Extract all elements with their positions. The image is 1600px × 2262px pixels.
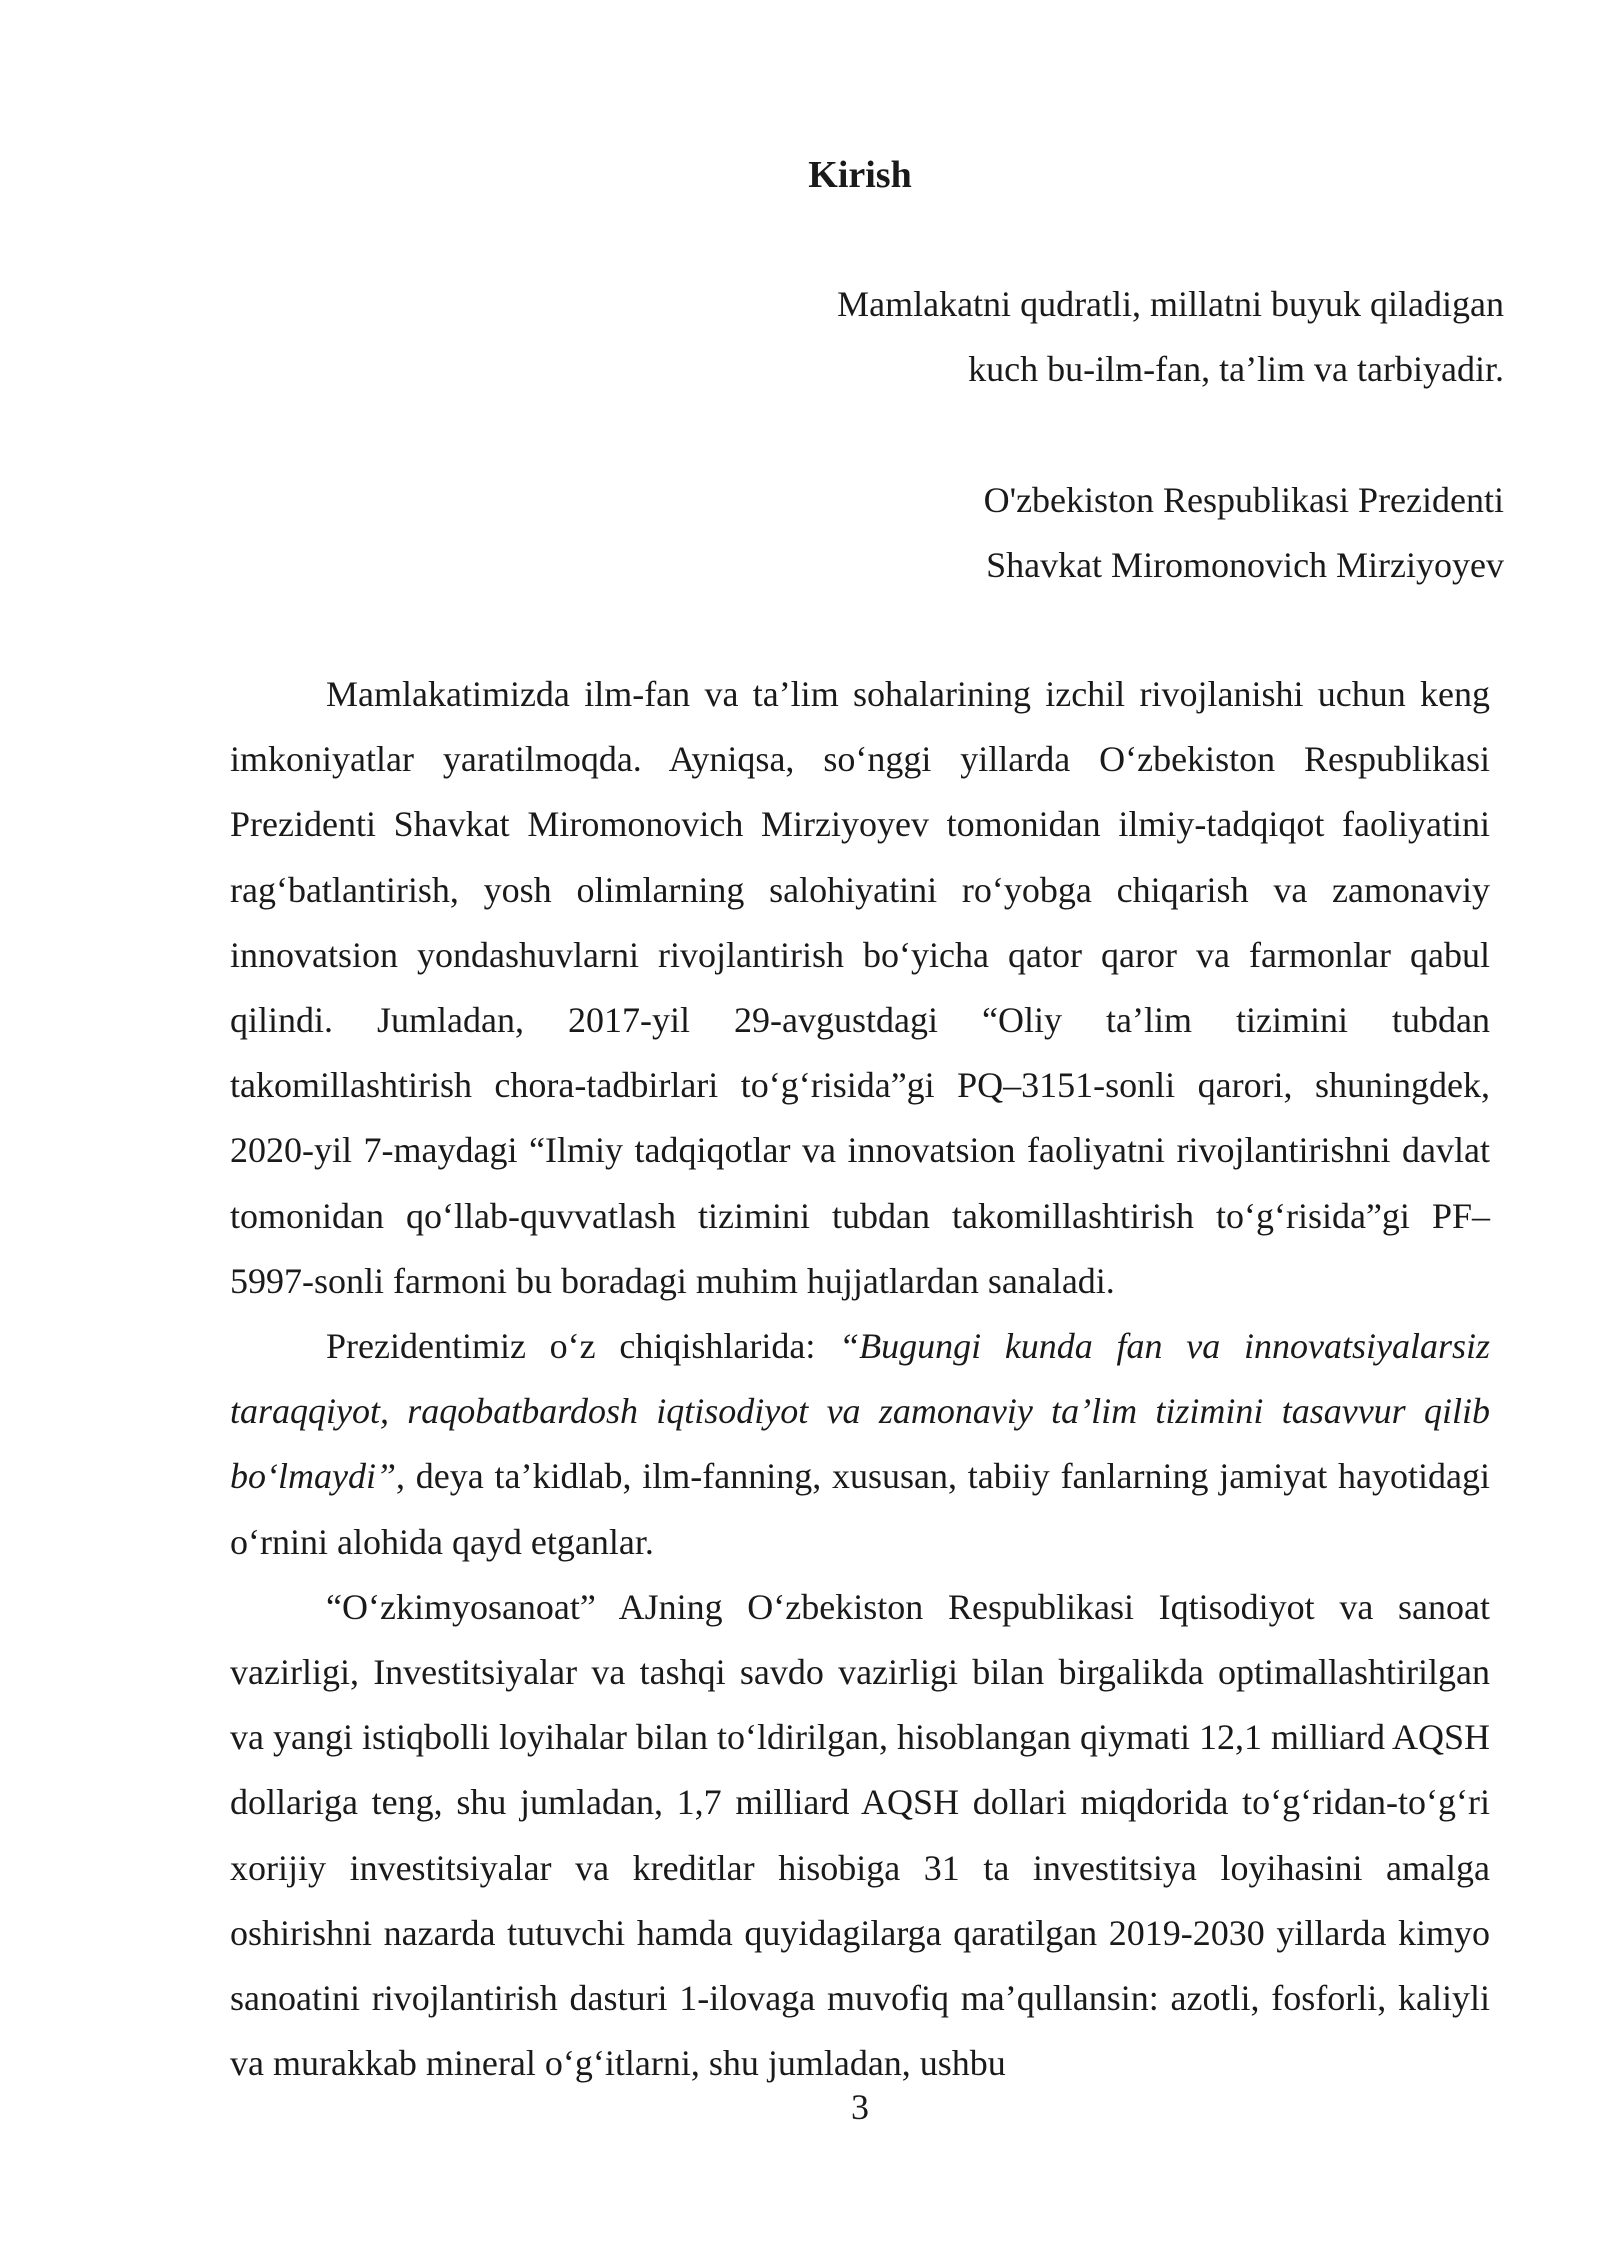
epigraph-author-name: Shavkat Miromonovich Mirziyoyev: [986, 545, 1504, 585]
paragraph-2-intro: Prezidentimiz o‘z chiqishlarida:: [326, 1326, 840, 1367]
paragraph-3: “O‘zkimyosanoat” AJning O‘zbekiston Respublikasi Iqtisodiyot va sanoat vazirligi, Investitsiyalar va tashqi savdo vazirligi bilan birgalikda optimallashtirilgan va yangi istiqbolli loyihalar bilan to‘ldirilgan, hisoblangan qiymati 12,1 milliard AQSH dollariga teng, shu jumladan, 1,7 milliard AQSH dollari miqdorida to‘g‘ridan-to‘g‘ri xorijiy investitsiyalar va kreditlar hisobiga 31 ta investitsiya loyihasini amalga oshirishni nazarda tutuvchi hamda quyidagilarga qaratilgan 2019-2030 yillarda kimyo sanoatini rivojlantirish dasturi 1-ilovaga muvofiq ma’qullansin: azotli, fosforli, kaliyli va murakkab mineral o‘g‘itlarni, shu jumladan, ushbu: [230, 1586, 1490, 2084]
epigraph-quote-line-2: kuch bu-ilm-fan, ta’lim va tarbiyadir.: [968, 349, 1504, 389]
body-text: [230, 662, 1490, 2096]
paragraph-2: [230, 1314, 1490, 1575]
paragraph-2-quote: “Bugungi kunda fan va innovatsiyalarsiz taraqqiyot, raqobatbardosh iqtisodiyot va zamonaviy ta’lim tizimini tasavvur qilib bo‘lmaydi”: [230, 1326, 1490, 1497]
epigraph-quote-line-1: Mamlakatni qudratli, millatni buyuk qiladigan: [837, 284, 1504, 324]
paragraph-1: Mamlakatimizda ilm-fan va ta’lim sohalarining izchil rivojlanishi uchun keng imkoniyatlar yaratilmoqda. Ayniqsa, so‘nggi yillarda O‘zbekiston Respublikasi Prezidenti Shavkat Miromonovich Mirziyoyev tomonidan ilmiy-tadqiqot faoliyatini rag‘batlantirish, yosh olimlarning salohiyatini ro‘yobga chiqarish va zamonaviy innovatsion yondashuvlarni rivojlantirish bo‘yicha qator qaror va farmonlar qabul qilindi. Jumladan, 2017-yil 29-avgustdagi “Oliy ta’lim tizimini tubdan takomillashtirish chora-tadbirlari to‘g‘risida”gi PQ–3151-sonli qarori, shuningdek, 2020-yil 7-maydagi “Ilmiy tadqiqotlar va innovatsion faoliyatni rivojlantirishni davlat tomonidan qo‘llab-quvvatlash tizimini tubdan takomillashtirish to‘g‘risida”gi PF–5997-sonli farmoni bu boradagi muhim hujjatlardan sanaladi.: [230, 674, 1490, 1301]
paragraph-2-end: , deya ta’kidlab, ilm-fanning, xususan, tabiiy fanlarning jamiyat hayotidagi o‘rnini alohida qayd etganlar.: [230, 1456, 1490, 1562]
epigraph-author: [984, 468, 1504, 598]
epigraph-author-position: O'zbekiston Respublikasi Prezidenti: [983, 480, 1504, 520]
page-number: 3: [851, 2087, 869, 2127]
page-title: Kirish: [808, 154, 912, 196]
epigraph-quote: [837, 272, 1504, 402]
